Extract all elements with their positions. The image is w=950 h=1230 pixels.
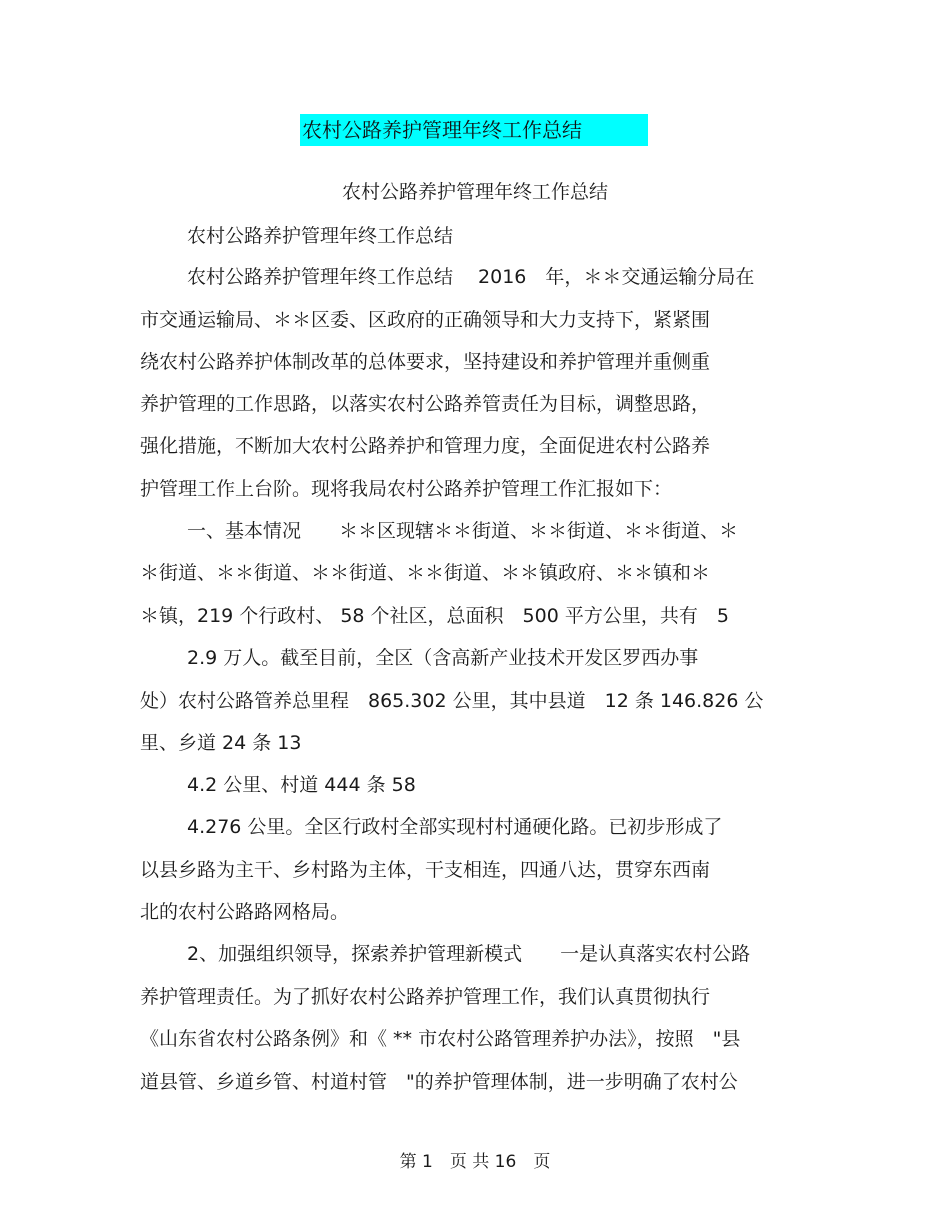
text-line: 2、加强组织领导，探索养护管理新模式 一是认真落实农村公路 [187, 943, 751, 965]
text-line: 养护管理的工作思路，以落实农村公路养管责任为目标，调整思路， [140, 393, 711, 415]
text-line: ＊街道、＊＊街道、＊＊街道、＊＊街道、＊＊镇政府、＊＊镇和＊ [140, 562, 711, 584]
text-line: 4.2 公里、村道 444 条 58 [187, 774, 416, 796]
document-subtitle: 农村公路养护管理年终工作总结 [341, 181, 608, 203]
text-line: 北的农村公路路网格局。 [140, 901, 350, 923]
text-line: 以县乡路为主干、乡村路为主体，干支相连，四通八达，贯穿东西南 [140, 859, 711, 881]
text-line: 一、基本情况 ＊＊区现辖＊＊街道、＊＊街道、＊＊街道、＊ [187, 520, 739, 542]
text-line: 农村公路养护管理年终工作总结 [187, 225, 454, 247]
text-line: ＊镇，219 个行政村、 58 个社区，总面积 500 平方公里，共有 5 [140, 605, 729, 627]
text-line: 农村公路养护管理年终工作总结 2016 年，＊＊交通运输分局在 [187, 266, 755, 288]
text-line: 《山东省农村公路条例》和《 ** 市农村公路管理养护办法》，按照 "县 [140, 1028, 741, 1050]
text-line: 里、乡道 24 条 13 [140, 732, 302, 754]
text-line: 市交通运输局、＊＊区委、区政府的正确领导和大力支持下，紧紧围 [140, 309, 711, 331]
text-line: 2.9 万人。截至目前，全区（含高新产业技术开发区罗西办事 [187, 647, 699, 669]
text-line: 护管理工作上台阶。现将我局农村公路养护管理工作汇报如下： [140, 478, 673, 500]
text-line: 养护管理责任。为了抓好农村公路养护管理工作，我们认真贯彻执行 [140, 986, 711, 1008]
text-line: 4.276 公里。全区行政村全部实现村村通硬化路。已初步形成了 [187, 816, 723, 838]
page-footer: 第 1 页 共 16 页 [399, 1152, 551, 1172]
text-line: 强化措施，不断加大农村公路养护和管理力度，全面促进农村公路养 [140, 435, 711, 457]
text-line: 绕农村公路养护体制改革的总体要求，坚持建设和养护管理并重侧重 [140, 351, 711, 373]
document-title: 农村公路养护管理年终工作总结 [302, 118, 582, 142]
text-line: 处）农村公路管养总里程 865.302 公里，其中县道 12 条 146.826 公 [140, 690, 764, 712]
text-line: 道县管、乡道乡管、村道村管 "的养护管理体制，进一步明确了农村公 [140, 1071, 738, 1093]
